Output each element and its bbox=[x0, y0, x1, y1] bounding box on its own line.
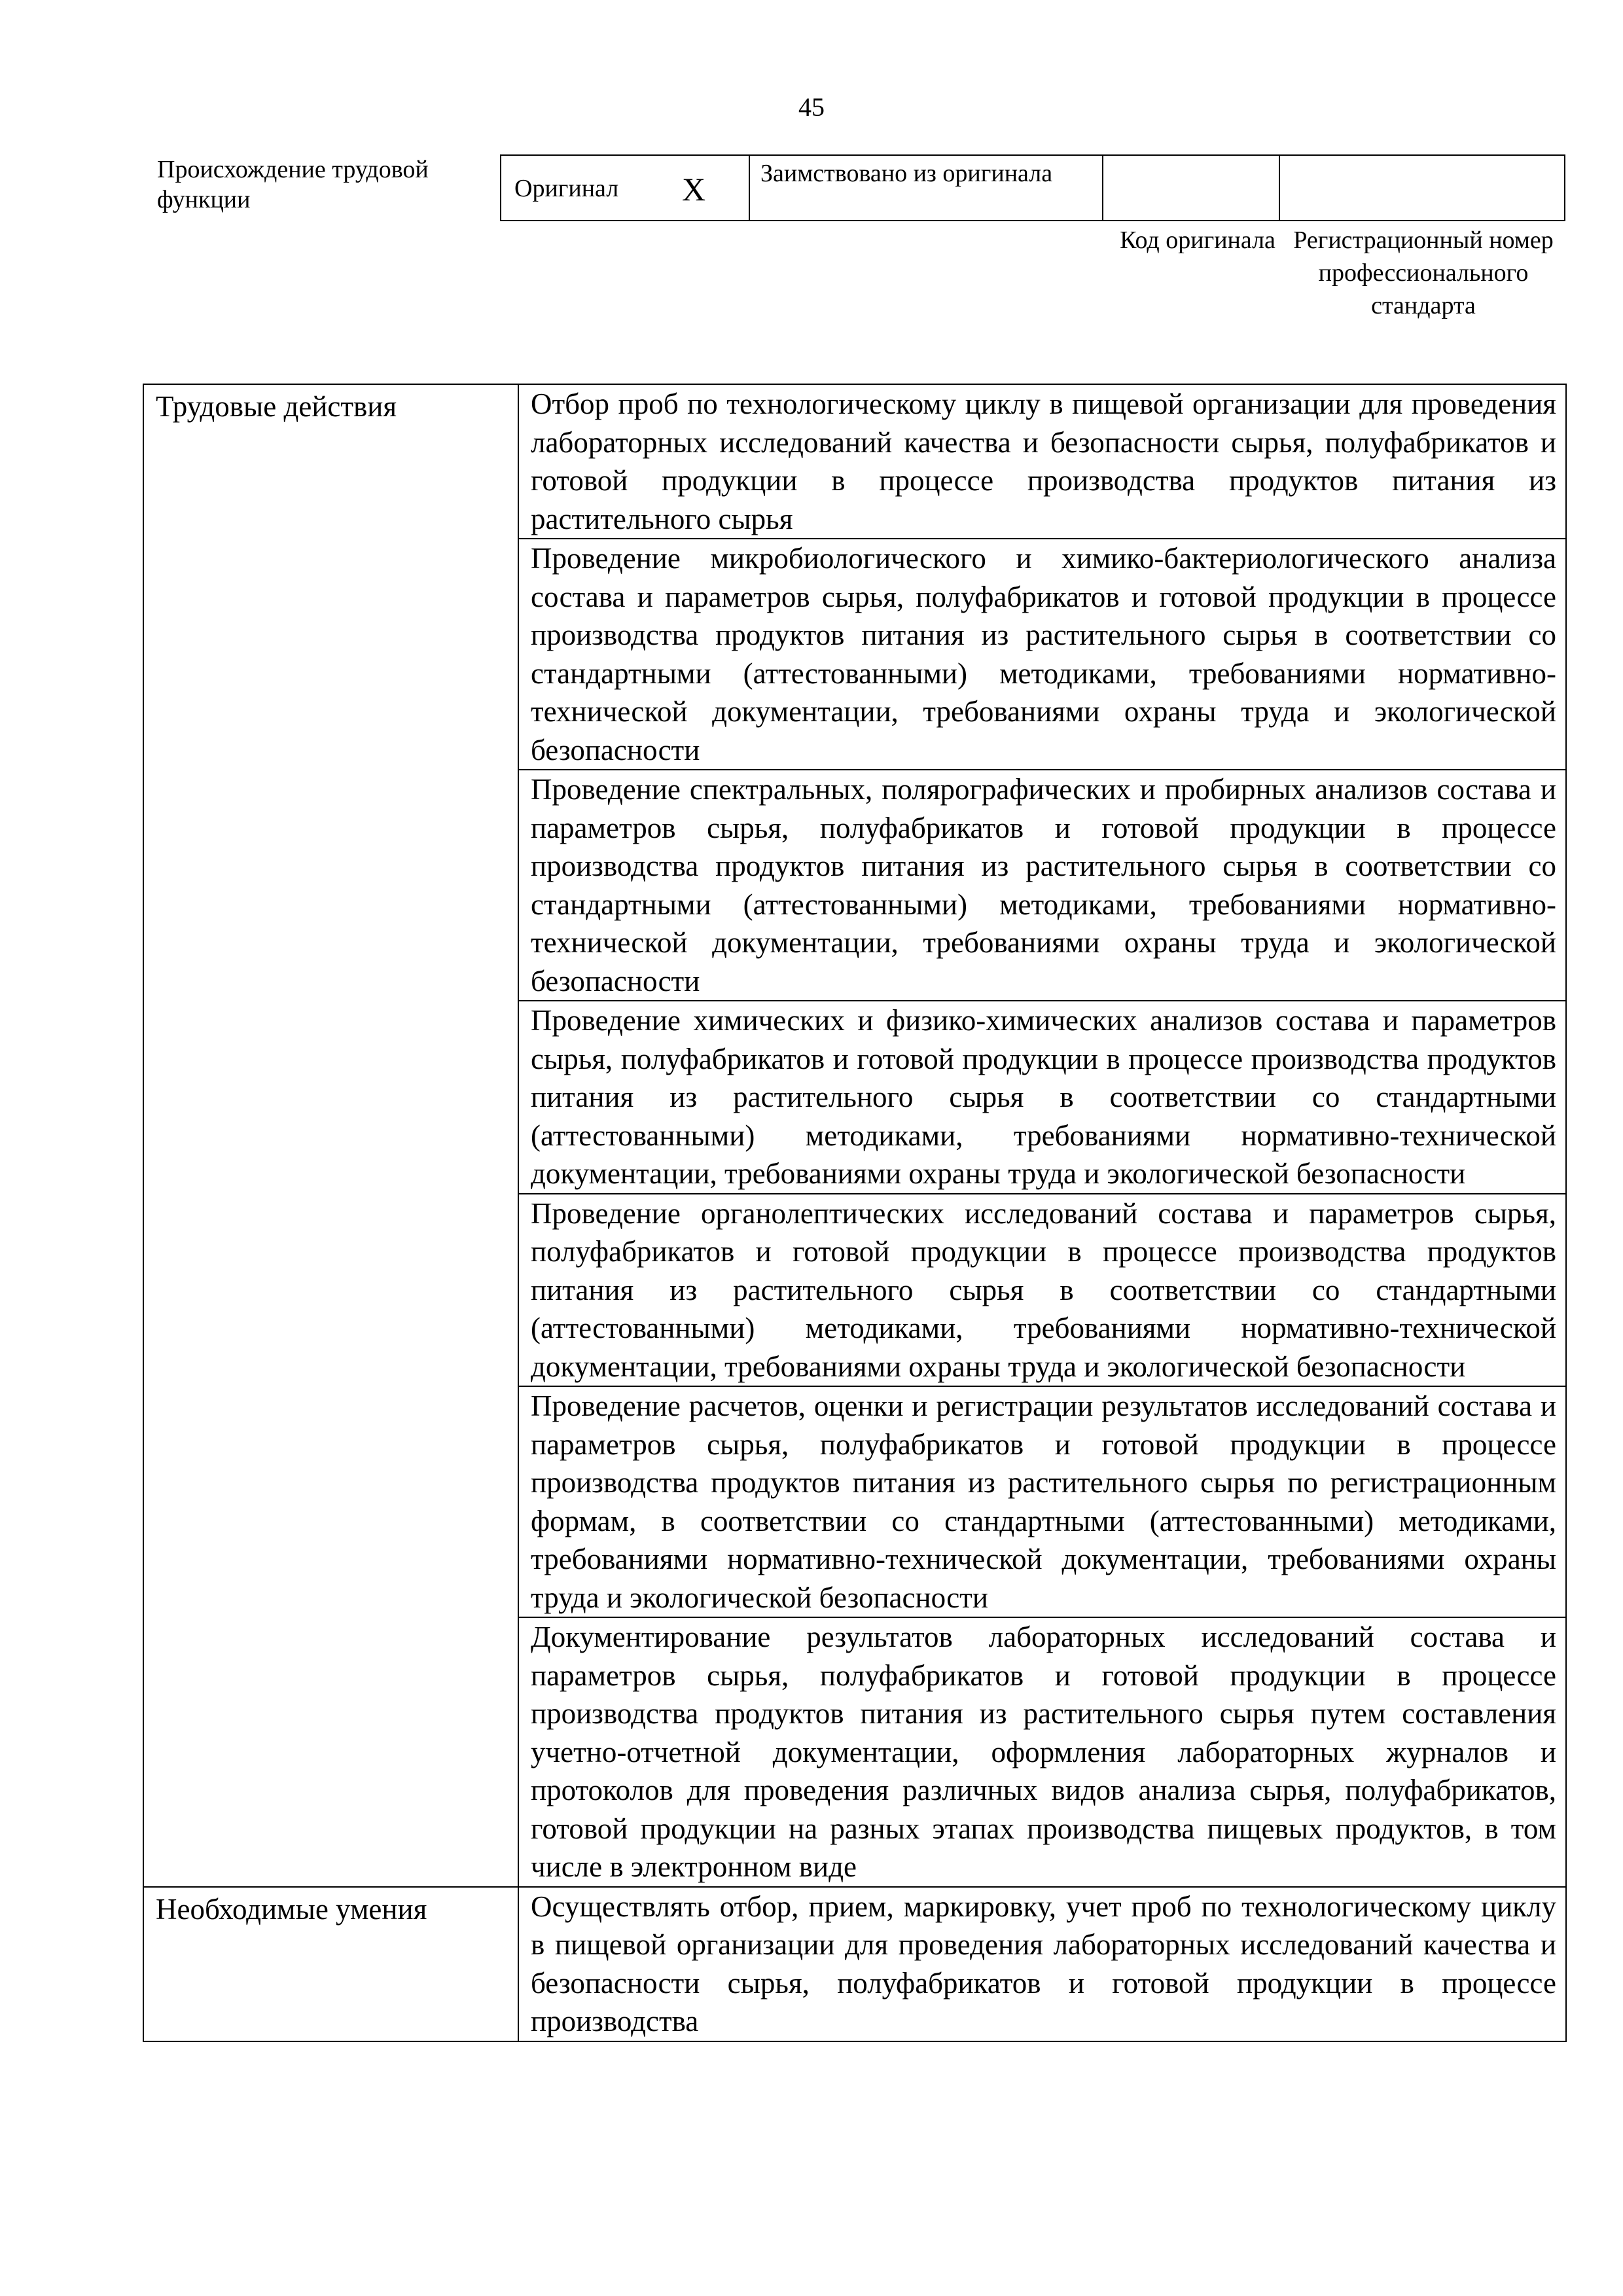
origin-table bbox=[500, 154, 1565, 221]
section-label-skills: Необходимые умения bbox=[143, 1887, 518, 2041]
borrowed-label: Заимствовано из оригинала bbox=[760, 160, 1053, 187]
original-cell bbox=[501, 156, 750, 220]
table-cell: Осуществлять отбор, прием, маркировку, учет проб по технологическому циклу в пищевой организации для проведения лабораторных исследований качества и безопасности сырья, полуфабрикатов и готовой продукции в процессе производства bbox=[518, 1887, 1566, 2041]
table-cell: Проведение микробиологического и химико-бактериологического анализа состава и параметров сырья, полуфабрикатов и готовой продукции в процессе производства продуктов питания из растительного сырья в соответствии со стандартными (аттестованными) методиками, требованиями нормативно-технической документации, требованиями охраны труда и экологической безопасности bbox=[518, 539, 1566, 770]
code-caption: Код оригинала bbox=[1120, 226, 1275, 254]
table-cell: Проведение органолептических исследований состава и параметров сырья, полуфабрикатов и готовой продукции в процессе производства продуктов питания из растительного сырья в соответствии со стандартными (аттестованными) методиками, требованиями нормативно-технической документации, требованиями охраны труда и экологической безопасности bbox=[518, 1194, 1566, 1387]
original-mark: X bbox=[682, 171, 706, 207]
table-cell: Проведение расчетов, оценки и регистрации результатов исследований состава и параметров сырья, полуфабрикатов и готовой продукции в процессе производства продуктов питания из растительного сырья по регистрационным формам, в соответствии со стандартными (аттестованными) методиками, требованиями нормативно-технической документации, требованиями охраны труда и экологической безопасности bbox=[518, 1386, 1566, 1617]
table-row bbox=[143, 384, 1566, 539]
section-label-actions: Трудовые действия bbox=[143, 384, 518, 1887]
table-cell: Проведение спектральных, полярографических и пробирных анализов состава и параметров сырья, полуфабрикатов и готовой продукции в процессе производства продуктов питания из растительного сырья в соответствии со стандартными (аттестованными) методиками, требованиями нормативно-технической документации, требованиями охраны труда и экологической безопасности bbox=[518, 770, 1566, 1001]
code-cell bbox=[1103, 156, 1280, 220]
borrowed-cell bbox=[750, 156, 1103, 220]
table-row bbox=[143, 1887, 1566, 2041]
labor-function-table bbox=[143, 384, 1567, 2042]
reg-number-cell bbox=[1280, 156, 1564, 220]
original-label: Оригинал bbox=[514, 175, 619, 202]
table-cell: Проведение химических и физико-химических анализов состава и параметров сырья, полуфабрикатов и готовой продукции в процессе производства продуктов питания из растительного сырья в соответствии со стандартными (аттестованными) методиками, требованиями нормативно-технической документации, требованиями охраны труда и экологической безопасности bbox=[518, 1001, 1566, 1194]
table-cell: Документирование результатов лабораторных исследований состава и параметров сырья, полуфабрикатов и готовой продукции в процессе производства продуктов питания из растительного сырья путем составления учетно-отчетной документации, оформления лабораторных журналов и протоколов для проведения различных видов анализа сырья, полуфабрикатов, готовой продукции на разных этапах производства пищевых продуктов, в том числе в электронном виде bbox=[518, 1617, 1566, 1887]
origin-label: Происхождение трудовой функции bbox=[157, 156, 429, 213]
page-number: 45 bbox=[798, 92, 825, 122]
reg-number-caption: Регистрационный номер профессионального стандарта bbox=[1293, 226, 1554, 319]
table-cell: Отбор проб по технологическому циклу в пищевой организации для проведения лабораторных исследований качества и безопасности сырья, полуфабрикатов и готовой продукции в процессе производства продуктов питания из растительного сырья bbox=[518, 384, 1566, 539]
